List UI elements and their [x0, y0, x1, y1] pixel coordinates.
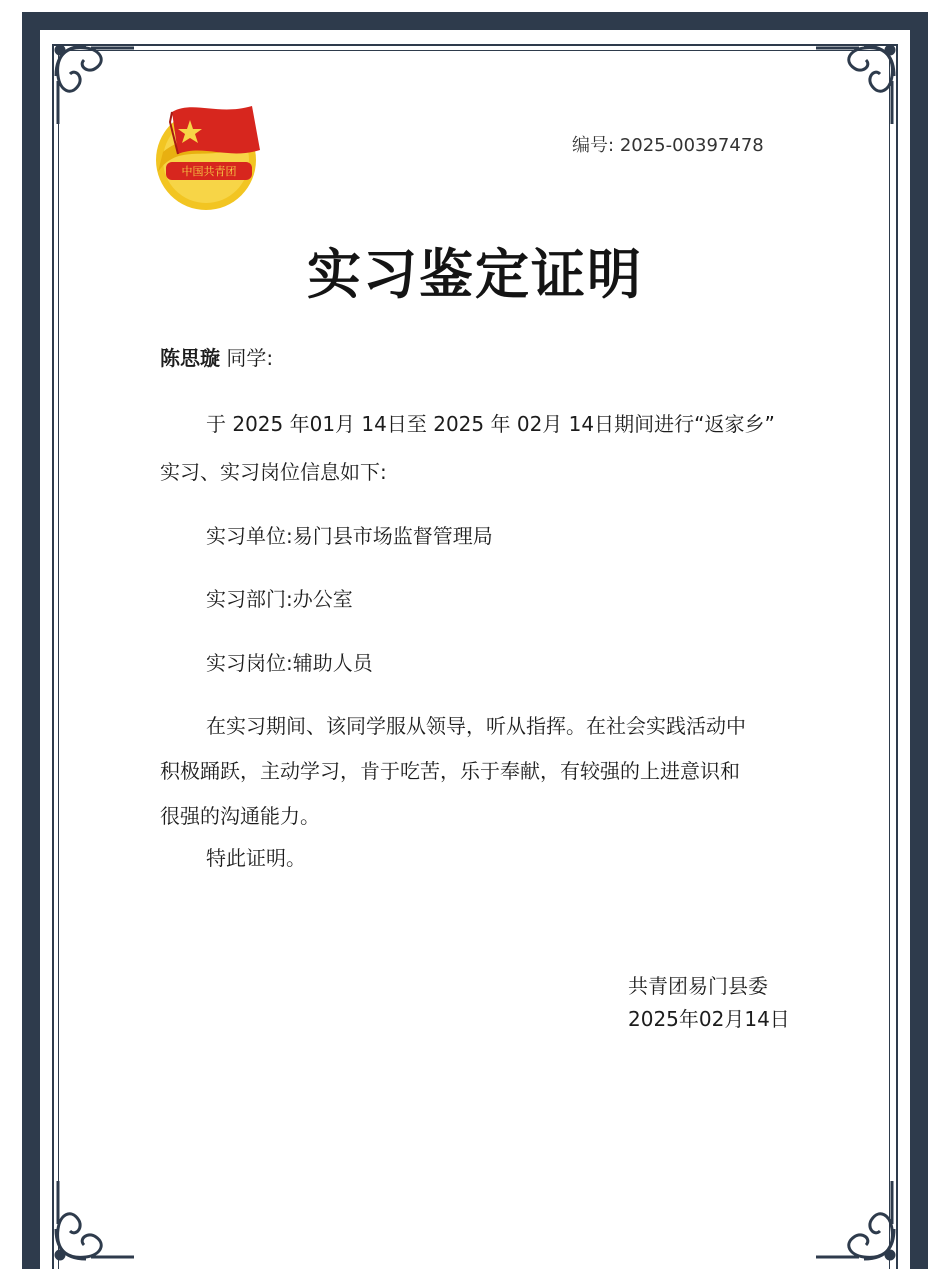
serial-number	[572, 131, 764, 157]
evaluation-line-3: 很强的沟通能力。	[160, 804, 320, 828]
recipient-line	[160, 342, 273, 371]
corner-ornament-top-left	[46, 36, 136, 126]
recipient-suffix: 同学:	[226, 346, 274, 370]
serial-label: 编号:	[572, 135, 615, 156]
internship-department: 实习部门:办公室	[206, 587, 353, 611]
internship-position: 实习岗位:辅助人员	[206, 651, 373, 675]
internship-unit: 实习单位:易门县市场监督管理局	[206, 524, 493, 548]
evaluation-line-1: 在实习期间、该同学服从领导，听从指挥。在社会实践活动中	[206, 714, 746, 738]
issue-date: 2025年02月14日	[628, 1007, 790, 1031]
evaluation-line-2: 积极踊跃，主动学习，肯于吃苦，乐于奉献，有较强的上进意识和	[160, 759, 740, 783]
closing-statement: 特此证明。	[206, 846, 306, 870]
svg-text:中国共青团: 中国共青团	[181, 165, 237, 178]
paragraph-1-line-1: 于 2025 年01月 14日至 2025 年 02月 14日期间进行“返家乡”	[206, 412, 775, 436]
issuer: 共青团易门县委	[628, 974, 768, 998]
corner-ornament-top-right	[814, 36, 904, 126]
serial-value: 2025-00397478	[619, 135, 764, 156]
paragraph-1-line-2: 实习、实习岗位信息如下:	[160, 460, 387, 484]
document-title: 实习鉴定证明	[307, 242, 643, 306]
recipient-name: 陈思璇	[160, 346, 220, 370]
corner-ornament-bottom-left	[46, 1179, 136, 1269]
youth-league-emblem	[148, 92, 268, 212]
corner-ornament-bottom-right	[814, 1179, 904, 1269]
